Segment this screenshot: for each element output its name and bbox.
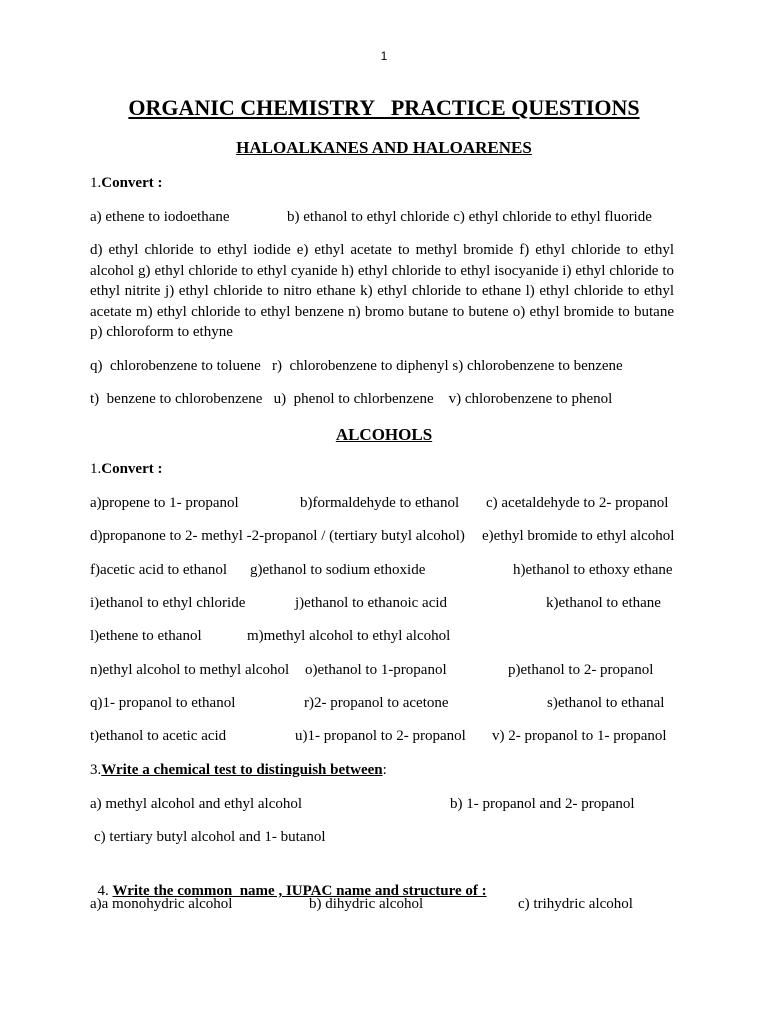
list-item: a) methyl alcohol and ethyl alcohol [90, 796, 303, 812]
list-item: k)ethanol to ethane [546, 595, 661, 611]
question-instruction: Convert : [101, 461, 163, 477]
list-item: j)ethanol to ethanoic acid [295, 595, 448, 611]
question-number: 1. [90, 175, 102, 191]
list-item: q)1- propanol to ethanol [90, 695, 236, 711]
list-item: b) 1- propanol and 2- propanol [450, 796, 635, 812]
question-instruction: Write a chemical test to distinguish between [101, 762, 383, 778]
list-item: e)ethyl bromide to ethyl alcohol [482, 528, 675, 544]
list-item: h)ethanol to ethoxy ethane [513, 562, 673, 578]
section-heading-haloalkanes: HALOALKANES AND HALOARENES [236, 138, 532, 157]
question-colon: : [382, 762, 387, 778]
list-item: t) benzene to chlorobenzene u) phenol to chlorbenzene v) chlorobenzene to phenol [90, 391, 613, 407]
list-item: a) ethene to iodoethane [90, 209, 230, 225]
question-1-label [90, 173, 162, 193]
list-item: b) ethanol to ethyl chloride c) ethyl chloride to ethyl fluoride [287, 209, 652, 225]
list-item: i)ethanol to ethyl chloride [90, 595, 246, 611]
list-item: l)ethene to ethanol [90, 628, 202, 644]
list-item: p)ethanol to 2- propanol [508, 662, 654, 678]
list-item: s)ethanol to ethanal [547, 695, 665, 711]
list-item: n)ethyl alcohol to methyl alcohol [90, 662, 290, 678]
list-item: c) tertiary butyl alcohol and 1- butanol [94, 829, 326, 845]
page-number: 1 [380, 49, 388, 63]
question-number: 1. [90, 461, 102, 477]
list-item: v) 2- propanol to 1- propanol [492, 728, 667, 744]
list-item: b)formaldehyde to ethanol [300, 495, 460, 511]
question-number: 3. [90, 762, 102, 778]
page-title: ORGANIC CHEMISTRY PRACTICE QUESTIONS [128, 95, 640, 120]
list-item: r)2- propanol to acetone [304, 695, 449, 711]
list-item: a)a monohydric alcohol [90, 896, 233, 912]
list-item: a)propene to 1- propanol [90, 495, 239, 511]
question-instruction: Write the common name , IUPAC name and structure of : [112, 883, 487, 899]
list-item: c) acetaldehyde to 2- propanol [486, 495, 669, 511]
question-number: 4. [97, 883, 113, 899]
list-item: c) trihydric alcohol [518, 896, 633, 912]
list-item: b) dihydric alcohol [309, 896, 424, 912]
list-item: u)1- propanol to 2- propanol [295, 728, 466, 744]
list-item: o)ethanol to 1-propanol [305, 662, 447, 678]
list-item: g)ethanol to sodium ethoxide [250, 562, 426, 578]
section-heading-alcohols: ALCOHOLS [335, 425, 433, 444]
question-1-label [90, 459, 162, 479]
list-item: d)propanone to 2- methyl -2-propanol / (tertiary butyl alcohol) [90, 528, 465, 544]
list-item: f)acetic acid to ethanol [90, 562, 228, 578]
conversion-paragraph: d) ethyl chloride to ethyl iodide e) ethyl acetate to methyl bromide f) ethyl chloride to ethyl alcohol g) ethyl chloride to ethyl cyanide h) ethyl chloride to ethyl isocyanide i) ethyl chloride to ethyl nitrite j) ethyl chloride to nitro ethane k) ethyl chloride to ethane l) ethyl chloride to ethyl acetate m) ethyl chloride to ethyl benzene n) bromo butane to butene o) ethyl bromide to butane p) chloroform to ethyne [90, 242, 674, 340]
question-3-label [90, 760, 387, 780]
question-instruction: Convert : [101, 175, 163, 191]
list-item: t)ethanol to acetic acid [90, 728, 227, 744]
list-item: q) chlorobenzene to toluene r) chlorobenzene to diphenyl s) chlorobenzene to benzene [90, 358, 623, 374]
list-item: m)methyl alcohol to ethyl alcohol [247, 628, 451, 644]
